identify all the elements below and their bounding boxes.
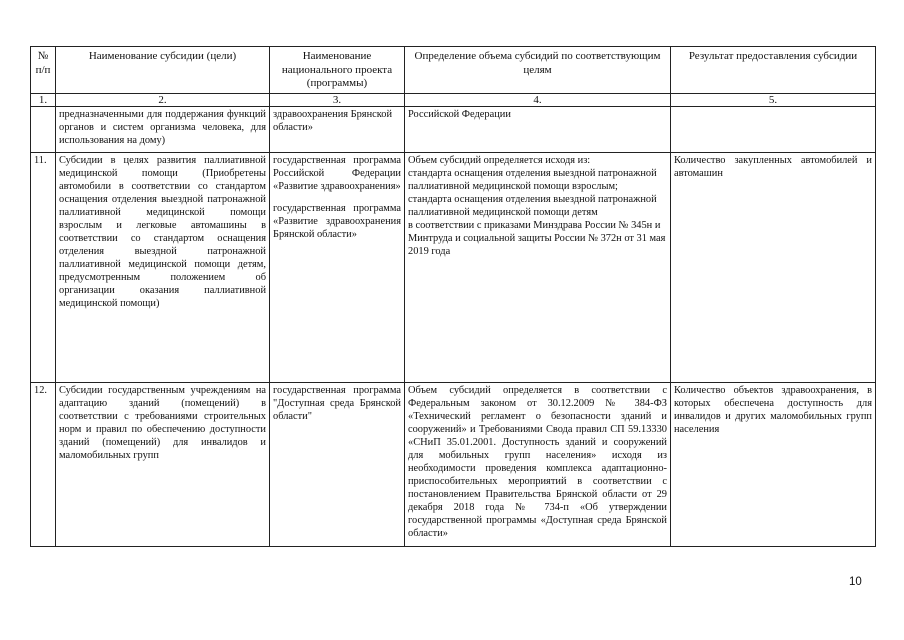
- row-volume: Объем субсидий определяется в соответствии с Федеральным законом от 30.12.2009 № 384-ФЗ «Технический регламент о безопасности зданий и сооружений» и Требованиями Свода правил СП 59.13330 «СНиП 35.01.2001. Доступность зданий и сооружений для мобильных групп населения» исходя из необходимости проведения комплекса адаптационно-приспособительных мероприятий в соответствии с постановлением Правительства Брянской области от 29 декабря 2018 года № 734-п «Об утверждении государственной программы «Доступная среда Брянской области»: [405, 383, 671, 547]
- row-project: здравоохранения Брянской области»: [270, 107, 405, 153]
- table-row: [31, 107, 876, 153]
- column-number: 2.: [56, 94, 270, 107]
- volume-line: стандарта оснащения отделения выездной патронажной паллиативной медицинской помощи взрослым;: [408, 168, 657, 192]
- column-number: 4.: [405, 94, 671, 107]
- subsidy-table: [30, 46, 876, 547]
- row-result: Количество закупленных автомобилей и автомашин: [671, 153, 876, 383]
- header-subsidy-name: Наименование субсидии (цели): [56, 47, 270, 94]
- header-volume: Определение объема субсидий по соответствующим целям: [405, 47, 671, 94]
- table-row: [31, 153, 876, 383]
- row-num: [31, 107, 56, 153]
- column-number-row: [31, 94, 876, 107]
- row-num: 12.: [31, 383, 56, 547]
- row-volume: Российской Федерации: [405, 107, 671, 153]
- page-number: 10: [849, 576, 862, 588]
- project-regional: государственная программа «Развитие здравоохранения Брянской области»: [273, 203, 401, 240]
- row-project: государственная программа "Доступная среда Брянской области": [270, 383, 405, 547]
- column-number: 1.: [31, 94, 56, 107]
- column-number: 3.: [270, 94, 405, 107]
- volume-line: стандарта оснащения отделения выездной патронажной паллиативной медицинской помощи детям: [408, 194, 657, 218]
- header-num: № п/п: [31, 47, 56, 94]
- row-volume: [405, 153, 671, 383]
- column-number: 5.: [671, 94, 876, 107]
- row-subsidy-name: Субсидии в целях развития паллиативной медицинской помощи (Приобретены автомобили в соответствии со стандартом оснащения отделения выездной патронажной паллиативной медицинской помощи взрослым и легковые автомашины в соответствии со стандартом оснащения отделения выездной патронажной паллиативной медицинской помощи детям, предусмотренным положением об организации оказания паллиативной медицинской помощи): [56, 153, 270, 383]
- header-result: Результат предоставления субсидии: [671, 47, 876, 94]
- header-row: [31, 47, 876, 94]
- volume-line: в соответствии с приказами Минздрава России № 345н и Минтруда и социальной защиты России № 372н от 31 мая 2019 года: [408, 220, 666, 257]
- row-result: [671, 107, 876, 153]
- project-federal: государственная программа Российской Федерации «Развитие здравоохранения»: [273, 155, 401, 192]
- row-result: Количество объектов здравоохранения, в которых обеспечена доступность для инвалидов и других маломобильных групп населения: [671, 383, 876, 547]
- table-row: [31, 383, 876, 547]
- volume-line: Объем субсидий определяется исходя из:: [408, 155, 591, 166]
- row-subsidy-name: Субсидии государственным учреждениям на адаптацию зданий (помещений) в соответствии с требованиями строительных норм и правил по обеспечению доступности зданий (помещений) для инвалидов и маломобильных групп: [56, 383, 270, 547]
- row-project: [270, 153, 405, 383]
- row-subsidy-name: предназначенными для поддержания функций органов и систем организма человека, для использования на дому): [56, 107, 270, 153]
- row-num: 11.: [31, 153, 56, 383]
- header-project: Наименование национального проекта (программы): [270, 47, 405, 94]
